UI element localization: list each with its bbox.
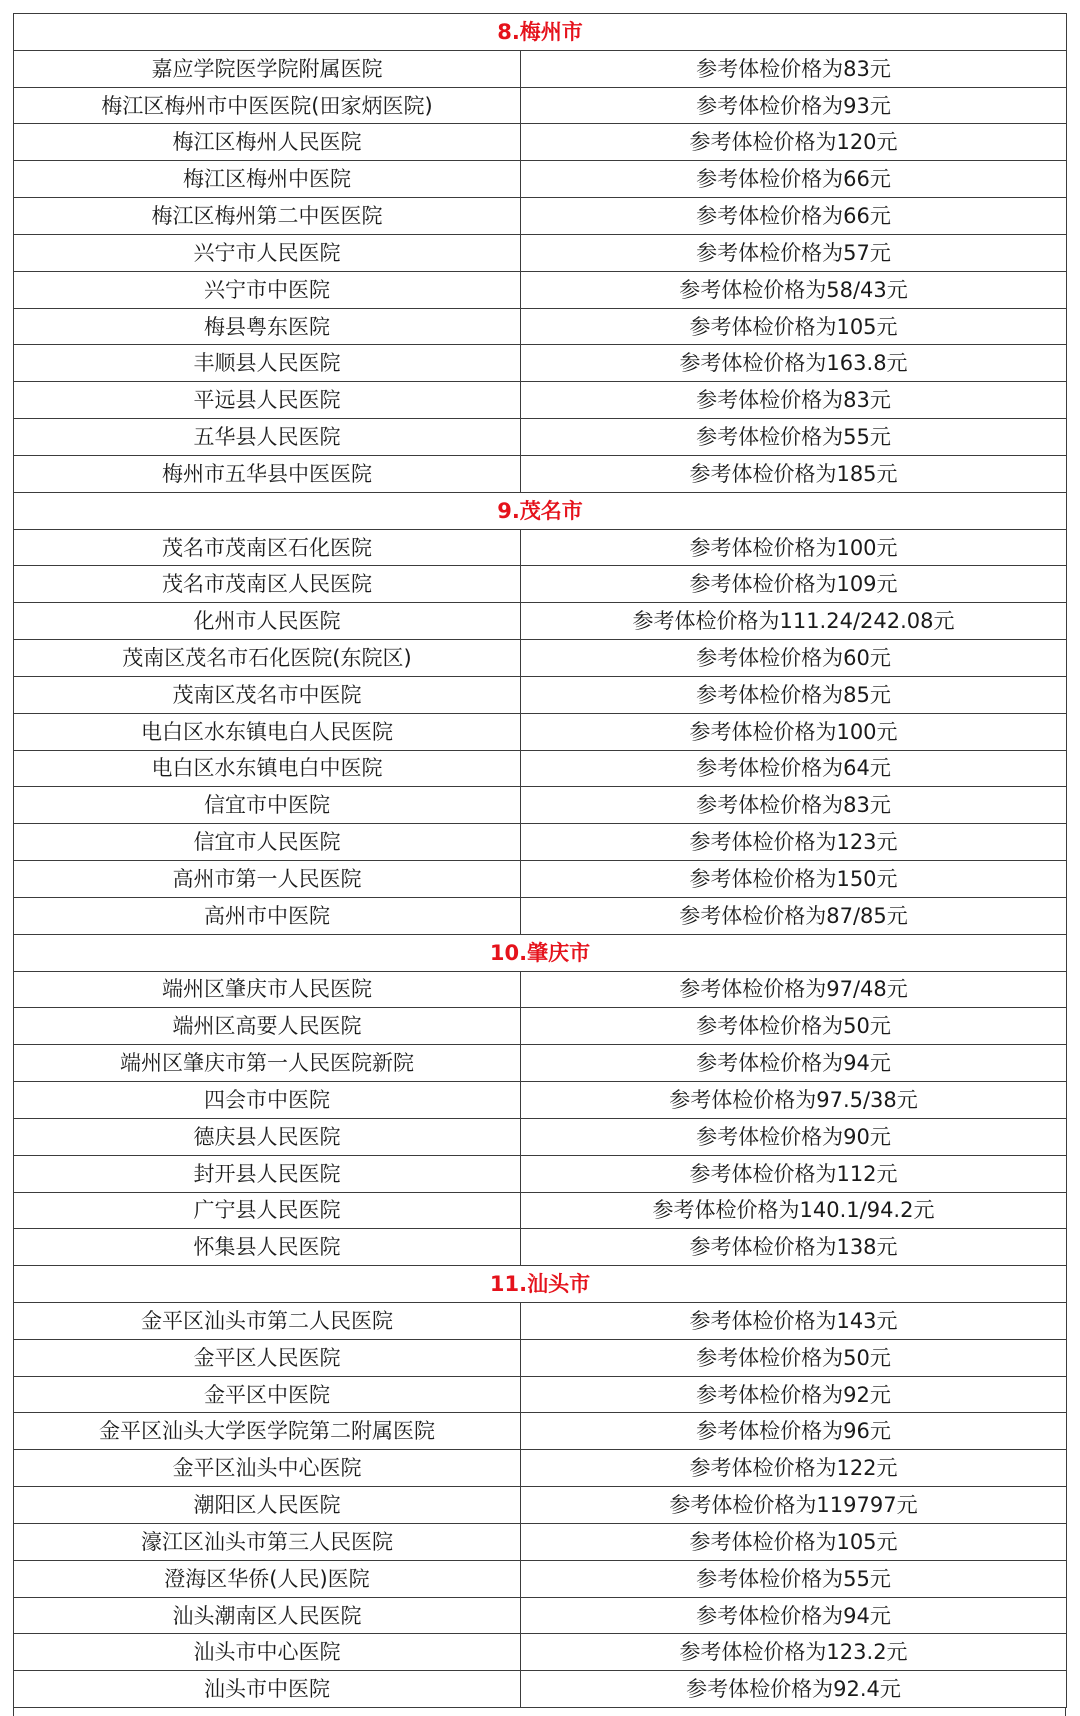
price-text: 参考体检价格为55元 bbox=[521, 1560, 1067, 1597]
section-header-meizhou bbox=[14, 14, 1067, 51]
hospital-name: 高州市中医院 bbox=[14, 897, 521, 934]
table-row bbox=[14, 787, 1067, 824]
price-text: 参考体检价格为138元 bbox=[521, 1229, 1067, 1266]
section-title: 10.肇庆市 bbox=[14, 934, 1067, 971]
price-text: 参考体检价格为50元 bbox=[521, 1008, 1067, 1045]
hospital-name: 端州区肇庆市人民医院 bbox=[14, 971, 521, 1008]
hospital-name: 梅江区梅州市中医医院(田家炳医院) bbox=[14, 87, 521, 124]
table-row bbox=[14, 1302, 1067, 1339]
price-text: 参考体检价格为83元 bbox=[521, 50, 1067, 87]
hospital-name: 金平区汕头大学医学院第二附属医院 bbox=[14, 1413, 521, 1450]
hospital-name: 德庆县人民医院 bbox=[14, 1118, 521, 1155]
table-row bbox=[14, 1597, 1067, 1634]
table-row bbox=[14, 271, 1067, 308]
section-header-zhaoqing bbox=[14, 934, 1067, 971]
hospital-name: 端州区高要人民医院 bbox=[14, 1008, 521, 1045]
price-text: 参考体检价格为92.4元 bbox=[521, 1671, 1067, 1708]
price-text: 参考体检价格为85元 bbox=[521, 676, 1067, 713]
hospital-name: 梅县粤东医院 bbox=[14, 308, 521, 345]
hospital-name: 汕头市中医院 bbox=[14, 1671, 521, 1708]
table-row bbox=[14, 713, 1067, 750]
price-text: 参考体检价格为163.8元 bbox=[521, 345, 1067, 382]
table-row bbox=[14, 971, 1067, 1008]
hospital-name: 兴宁市中医院 bbox=[14, 271, 521, 308]
hospital-name: 电白区水东镇电白中医院 bbox=[14, 750, 521, 787]
hospital-name: 化州市人民医院 bbox=[14, 603, 521, 640]
hospital-name: 嘉应学院医学院附属医院 bbox=[14, 50, 521, 87]
price-text: 参考体检价格为58/43元 bbox=[521, 271, 1067, 308]
price-text: 参考体检价格为94元 bbox=[521, 1045, 1067, 1082]
table-row bbox=[14, 1155, 1067, 1192]
hospital-name: 金平区汕头中心医院 bbox=[14, 1450, 521, 1487]
hospital-name: 五华县人民医院 bbox=[14, 419, 521, 456]
table-row bbox=[14, 566, 1067, 603]
table-row bbox=[14, 455, 1067, 492]
table-row bbox=[14, 897, 1067, 934]
price-text: 参考体检价格为109元 bbox=[521, 566, 1067, 603]
price-text: 参考体检价格为119797元 bbox=[521, 1487, 1067, 1524]
hospital-name: 茂南区茂名市中医院 bbox=[14, 676, 521, 713]
table-row bbox=[14, 1118, 1067, 1155]
table-row bbox=[14, 1339, 1067, 1376]
table-row bbox=[14, 198, 1067, 235]
table-row bbox=[14, 1229, 1067, 1266]
price-text: 参考体检价格为140.1/94.2元 bbox=[521, 1192, 1067, 1229]
table-row bbox=[14, 640, 1067, 677]
table-row bbox=[14, 824, 1067, 861]
section-title: 8.梅州市 bbox=[14, 14, 1067, 51]
hospital-name: 广宁县人民医院 bbox=[14, 1192, 521, 1229]
price-text: 参考体检价格为57元 bbox=[521, 234, 1067, 271]
price-text: 参考体检价格为100元 bbox=[521, 713, 1067, 750]
price-text: 参考体检价格为185元 bbox=[521, 455, 1067, 492]
hospital-name: 汕头市中心医院 bbox=[14, 1634, 521, 1671]
hospital-name: 茂名市茂南区石化医院 bbox=[14, 529, 521, 566]
price-text: 参考体检价格为123元 bbox=[521, 824, 1067, 861]
price-text: 参考体检价格为64元 bbox=[521, 750, 1067, 787]
price-text: 参考体检价格为66元 bbox=[521, 198, 1067, 235]
section-title: 9.茂名市 bbox=[14, 492, 1067, 529]
table-continuation bbox=[13, 1708, 1066, 1716]
hospital-name: 金平区中医院 bbox=[14, 1376, 521, 1413]
table-row bbox=[14, 1560, 1067, 1597]
table-row bbox=[14, 1192, 1067, 1229]
price-text: 参考体检价格为105元 bbox=[521, 308, 1067, 345]
price-text: 参考体检价格为90元 bbox=[521, 1118, 1067, 1155]
hospital-price-table bbox=[13, 13, 1067, 1708]
price-text: 参考体检价格为123.2元 bbox=[521, 1634, 1067, 1671]
price-text: 参考体检价格为105元 bbox=[521, 1523, 1067, 1560]
hospital-name: 濠江区汕头市第三人民医院 bbox=[14, 1523, 521, 1560]
section-title: 11.汕头市 bbox=[14, 1266, 1067, 1303]
table-row bbox=[14, 1523, 1067, 1560]
price-text: 参考体检价格为100元 bbox=[521, 529, 1067, 566]
table-row bbox=[14, 234, 1067, 271]
hospital-name: 平远县人民医院 bbox=[14, 382, 521, 419]
hospital-name: 潮阳区人民医院 bbox=[14, 1487, 521, 1524]
price-text: 参考体检价格为66元 bbox=[521, 161, 1067, 198]
hospital-name: 怀集县人民医院 bbox=[14, 1229, 521, 1266]
table-row bbox=[14, 1634, 1067, 1671]
hospital-name: 梅江区梅州中医院 bbox=[14, 161, 521, 198]
price-text: 参考体检价格为122元 bbox=[521, 1450, 1067, 1487]
price-text: 参考体检价格为120元 bbox=[521, 124, 1067, 161]
price-text: 参考体检价格为92元 bbox=[521, 1376, 1067, 1413]
hospital-name: 梅州市五华县中医医院 bbox=[14, 455, 521, 492]
price-text: 参考体检价格为50元 bbox=[521, 1339, 1067, 1376]
hospital-name: 丰顺县人民医院 bbox=[14, 345, 521, 382]
table-row bbox=[14, 308, 1067, 345]
table-row bbox=[14, 1045, 1067, 1082]
table-row bbox=[14, 124, 1067, 161]
table-row bbox=[14, 529, 1067, 566]
table-row bbox=[14, 1487, 1067, 1524]
hospital-name: 端州区肇庆市第一人民医院新院 bbox=[14, 1045, 521, 1082]
table-row bbox=[14, 419, 1067, 456]
hospital-name: 信宜市人民医院 bbox=[14, 824, 521, 861]
hospital-name: 四会市中医院 bbox=[14, 1082, 521, 1119]
hospital-name: 梅江区梅州人民医院 bbox=[14, 124, 521, 161]
hospital-name: 兴宁市人民医院 bbox=[14, 234, 521, 271]
price-text: 参考体检价格为93元 bbox=[521, 87, 1067, 124]
table-row bbox=[14, 1376, 1067, 1413]
table-row bbox=[14, 1008, 1067, 1045]
price-text: 参考体检价格为112元 bbox=[521, 1155, 1067, 1192]
table-row bbox=[14, 87, 1067, 124]
price-text: 参考体检价格为94元 bbox=[521, 1597, 1067, 1634]
price-text: 参考体检价格为143元 bbox=[521, 1302, 1067, 1339]
table-row bbox=[14, 1413, 1067, 1450]
table-row bbox=[14, 1450, 1067, 1487]
hospital-name: 高州市第一人民医院 bbox=[14, 861, 521, 898]
table-row bbox=[14, 750, 1067, 787]
price-text: 参考体检价格为87/85元 bbox=[521, 897, 1067, 934]
price-text: 参考体检价格为150元 bbox=[521, 861, 1067, 898]
section-header-shantou bbox=[14, 1266, 1067, 1303]
hospital-name: 茂南区茂名市石化医院(东院区) bbox=[14, 640, 521, 677]
price-text: 参考体检价格为55元 bbox=[521, 419, 1067, 456]
table-row bbox=[14, 382, 1067, 419]
table-row bbox=[14, 1082, 1067, 1119]
table-row bbox=[14, 676, 1067, 713]
hospital-name: 封开县人民医院 bbox=[14, 1155, 521, 1192]
hospital-name: 茂名市茂南区人民医院 bbox=[14, 566, 521, 603]
table-row bbox=[14, 161, 1067, 198]
hospital-name: 梅江区梅州第二中医医院 bbox=[14, 198, 521, 235]
section-header-maoming bbox=[14, 492, 1067, 529]
price-text: 参考体检价格为83元 bbox=[521, 787, 1067, 824]
price-text: 参考体检价格为60元 bbox=[521, 640, 1067, 677]
hospital-name: 电白区水东镇电白人民医院 bbox=[14, 713, 521, 750]
hospital-name: 信宜市中医院 bbox=[14, 787, 521, 824]
price-text: 参考体检价格为96元 bbox=[521, 1413, 1067, 1450]
hospital-name: 汕头潮南区人民医院 bbox=[14, 1597, 521, 1634]
price-text: 参考体检价格为111.24/242.08元 bbox=[521, 603, 1067, 640]
price-text: 参考体检价格为97.5/38元 bbox=[521, 1082, 1067, 1119]
price-text: 参考体检价格为97/48元 bbox=[521, 971, 1067, 1008]
table-row bbox=[14, 345, 1067, 382]
table-row bbox=[14, 50, 1067, 87]
hospital-name: 金平区汕头市第二人民医院 bbox=[14, 1302, 521, 1339]
table-row bbox=[14, 861, 1067, 898]
price-text: 参考体检价格为83元 bbox=[521, 382, 1067, 419]
hospital-name: 澄海区华侨(人民)医院 bbox=[14, 1560, 521, 1597]
table-row bbox=[14, 1671, 1067, 1708]
table-row bbox=[14, 603, 1067, 640]
hospital-name: 金平区人民医院 bbox=[14, 1339, 521, 1376]
